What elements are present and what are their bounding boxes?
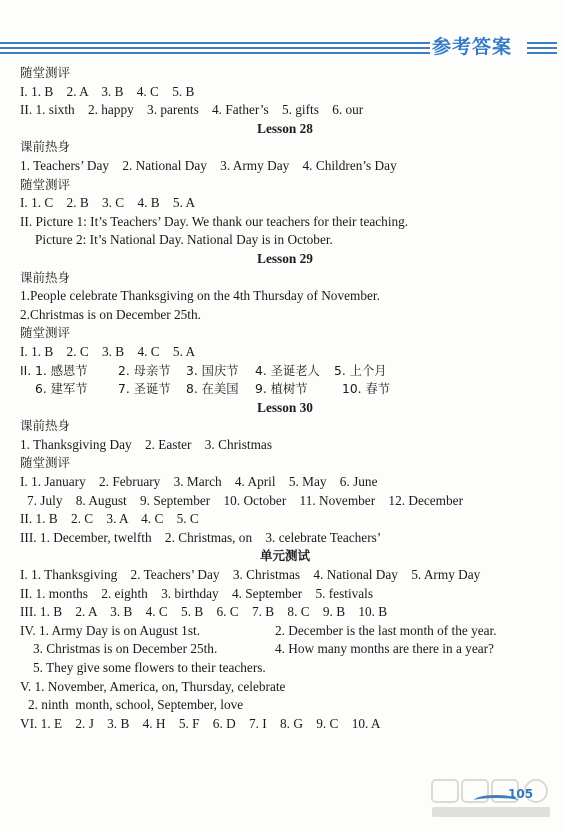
section-heading: Lesson 29 <box>257 250 313 266</box>
answer-line <box>20 510 550 529</box>
answer-line <box>20 362 550 381</box>
answer-text: Picture 2: It’s National Day. National Day is in October. <box>35 232 333 248</box>
answer-text: II. 1. months 2. eighth 3. birthday 4. September 5. festivals <box>20 585 374 601</box>
answer-line <box>20 138 550 157</box>
answer-text: 5. They give some flowers to their teachers. <box>33 660 266 675</box>
answer-text: I. 1. C 2. B 3. C 4. B 5. A <box>20 195 196 211</box>
section-heading: Lesson 28 <box>257 120 313 136</box>
answer-line <box>20 231 550 250</box>
answer-content <box>20 64 550 733</box>
answer-text: II. 1. sixth 2. happy 3. parents 4. Father’s 5. gifts 6. our <box>20 102 364 118</box>
answer-line <box>20 194 550 213</box>
answer-line <box>20 473 550 492</box>
answer-text: I. 1. B 2. C 3. B 4. C 5. A <box>20 343 196 359</box>
answer-text: I. 1. B 2. A 3. B 4. C 5. B <box>20 83 195 99</box>
answer-text: I. 1. January 2. February 3. March 4. April 5. May 6. June <box>20 474 378 490</box>
answer-text: II. 1. B 2. C 3. A 4. C 5. C <box>20 511 199 527</box>
answer-text: 课前热身 <box>20 418 71 434</box>
answer-line <box>20 640 550 659</box>
answer-text: 4. 圣诞老人 <box>255 363 320 378</box>
answer-line <box>20 566 550 585</box>
answer-text: 3. Christmas is on December 25th. <box>33 641 218 657</box>
answer-line <box>20 324 550 343</box>
answer-text: 3. 国庆节 <box>186 363 239 378</box>
answer-text: 2. 母亲节 <box>118 363 171 378</box>
page-header <box>0 34 563 64</box>
answer-line <box>20 585 550 604</box>
answer-text: 随堂测评 <box>20 325 71 341</box>
answer-line <box>20 306 550 325</box>
answer-line <box>20 176 550 195</box>
answer-line <box>20 529 550 548</box>
answer-text: II. 1. 感恩节 <box>20 363 88 378</box>
answer-text: 随堂测评 <box>20 455 71 471</box>
answer-line <box>20 678 550 697</box>
answer-text: 2. December is the last month of the year. <box>275 622 497 638</box>
answer-text: IV. 1. Army Day is on August 1st. <box>20 622 201 638</box>
answer-text: 6. 建军节 <box>35 382 88 397</box>
answer-text: 2.Christmas is on December 25th. <box>20 306 201 322</box>
answer-text: I. 1. Thanksgiving 2. Teachers’ Day 3. Christmas 4. National Day 5. Army Day <box>20 567 481 583</box>
answer-line <box>20 120 550 139</box>
answer-line <box>20 287 550 306</box>
page-number: 105 <box>508 787 534 801</box>
answer-text: III. 1. B 2. A 3. B 4. C 5. B 6. C 7. B 8. C 9. B 10. B <box>20 604 388 620</box>
answer-line <box>20 157 550 176</box>
answer-line <box>20 603 550 622</box>
answer-text: 9. 植树节 <box>255 382 308 397</box>
answer-line <box>20 622 550 641</box>
answer-text: 随堂测评 <box>20 176 71 192</box>
answer-line <box>20 250 550 269</box>
header-stripes-right <box>527 42 557 57</box>
answer-line <box>20 454 550 473</box>
answer-text: 随堂测评 <box>20 65 71 80</box>
answer-text: 4. How many months are there in a year? <box>275 641 494 657</box>
answer-line <box>20 269 550 288</box>
answer-text: 7. 圣诞节 <box>118 382 171 397</box>
answer-text: 2. ninth month, school, September, love <box>28 697 244 713</box>
answer-line <box>20 399 550 418</box>
answer-text: III. 1. December, twelfth 2. Christmas, on 3. celebrate Teachers’ <box>20 529 382 545</box>
answer-text: 课前热身 <box>20 269 71 285</box>
answer-text: II. Picture 1: It’s Teachers’ Day. We thank our teachers for their teaching. <box>20 213 409 229</box>
answer-text: VI. 1. E 2. J 3. B 4. H 5. F 6. D 7. I 8. G 9. C 10. A <box>20 715 381 731</box>
answer-text: 5. 上个月 <box>334 363 387 378</box>
answer-text: 1. Teachers’ Day 2. National Day 3. Army Day 4. Children’s Day <box>20 157 397 173</box>
answer-text: 7. July 8. August 9. September 10. October 11. November 12. December <box>27 492 464 508</box>
answer-line <box>20 492 550 511</box>
answer-line <box>20 83 550 102</box>
answer-line <box>20 380 550 399</box>
answer-line <box>20 417 550 436</box>
answer-line <box>20 343 550 362</box>
answer-text: V. 1. November, America, on, Thursday, celebrate <box>20 678 286 694</box>
answer-line <box>20 715 550 734</box>
section-heading: Lesson 30 <box>257 399 313 415</box>
answer-text: 课前热身 <box>20 139 71 155</box>
answer-line <box>20 659 550 678</box>
header-stripes-left <box>0 42 430 57</box>
watermark-logo <box>430 776 555 821</box>
answer-line <box>20 213 550 232</box>
answer-line <box>20 696 550 715</box>
answer-line <box>20 64 550 83</box>
answer-line <box>20 101 550 120</box>
answer-text: 1. Thanksgiving Day 2. Easter 3. Christmas <box>20 436 272 452</box>
section-heading: 单元测试 <box>259 548 310 564</box>
answer-line <box>20 547 550 566</box>
answer-text: 10. 春节 <box>342 382 391 397</box>
answer-line <box>20 436 550 455</box>
answer-text: 8. 在美国 <box>186 382 239 397</box>
answer-text: 1.People celebrate Thanksgiving on the 4th Thursday of November. <box>20 288 380 304</box>
header-title: 参考答案 <box>432 36 513 58</box>
